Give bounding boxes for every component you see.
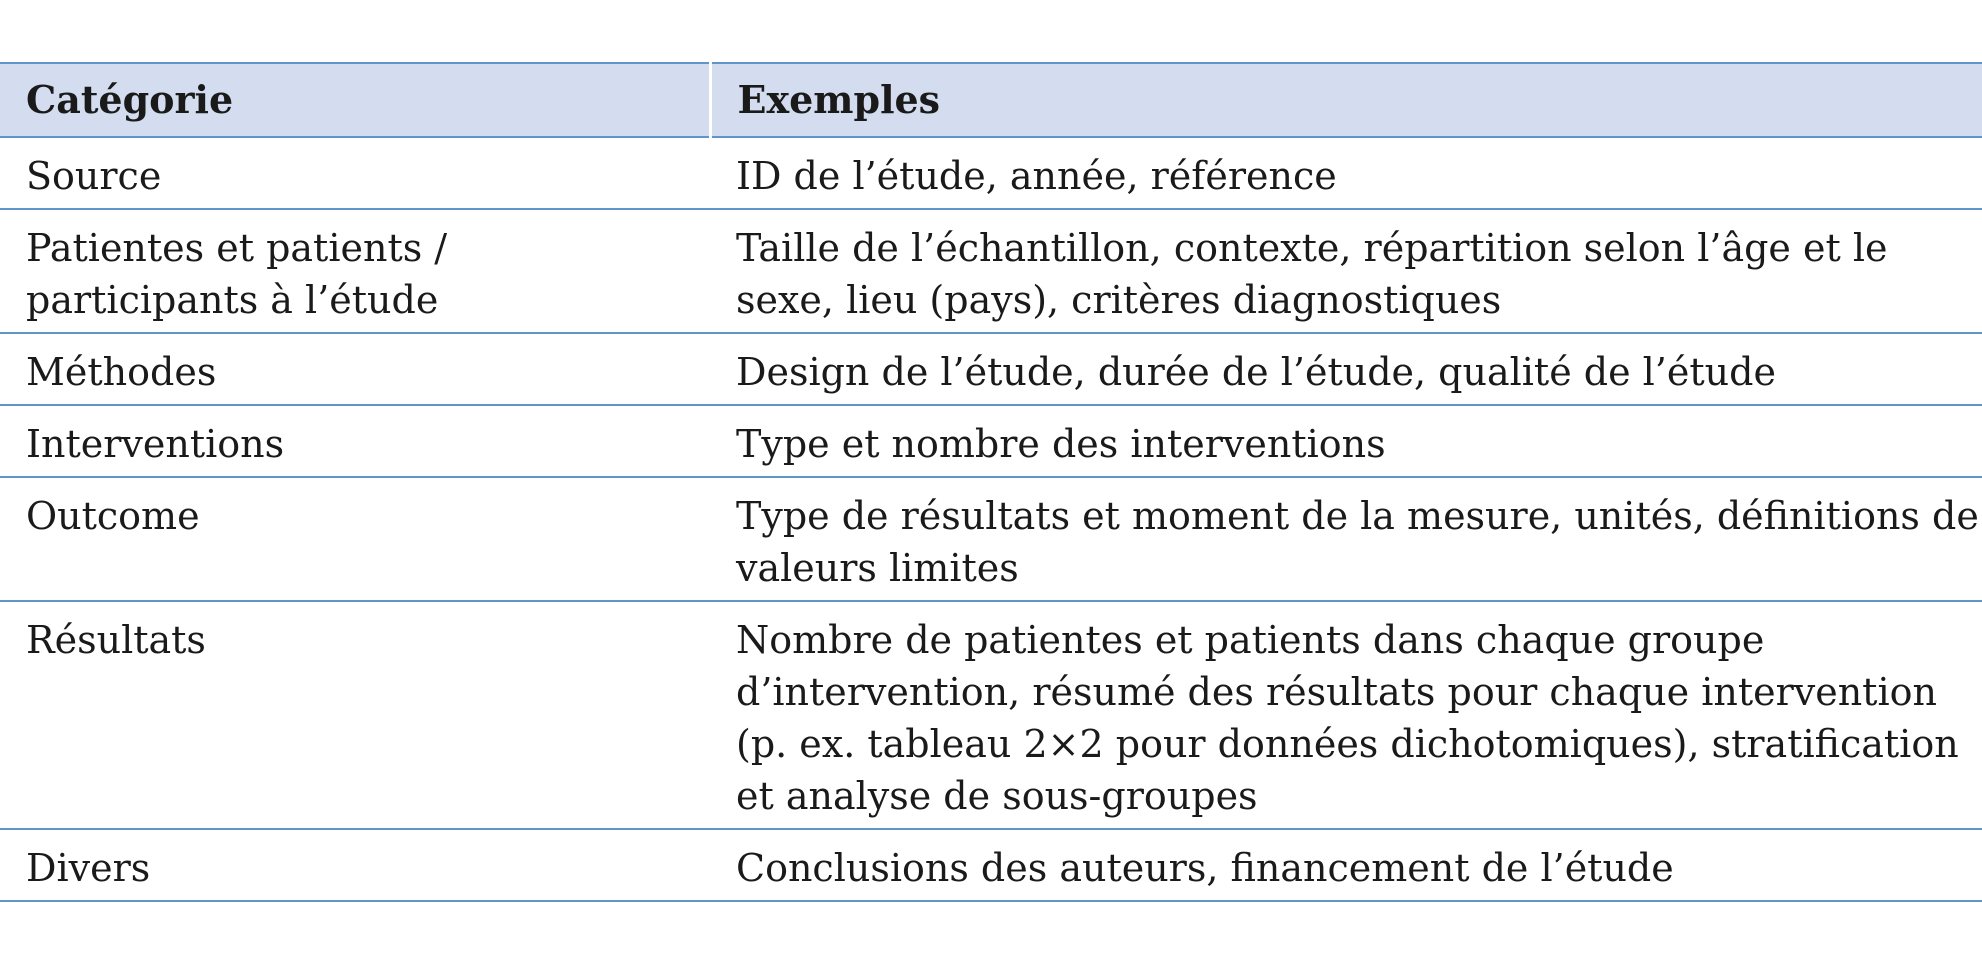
table-row [0, 477, 1982, 601]
row-examples-cell: Design de l’étude, durée de l’étude, qualité de l’étude [710, 333, 1982, 405]
table-header-row [0, 63, 1982, 137]
row-category-cell: Patientes et patients / participants à l’étude [0, 209, 710, 333]
table-row [0, 405, 1982, 477]
row-category-cell: Résultats [0, 601, 710, 829]
header-examples: Exemples [710, 63, 1982, 137]
row-examples-cell: Taille de l’échantillon, contexte, répartition selon l’âge et le sexe, lieu (pays), critères diagnostiques [710, 209, 1982, 333]
row-examples-cell: Type et nombre des interventions [710, 405, 1982, 477]
data-table-container [0, 62, 1982, 902]
row-examples-cell: Type de résultats et moment de la mesure, unités, définitions de valeurs limites [710, 477, 1982, 601]
data-extraction-table [0, 62, 1982, 902]
table-row [0, 137, 1982, 209]
row-category-cell: Interventions [0, 405, 710, 477]
row-category-cell: Méthodes [0, 333, 710, 405]
row-category-cell: Divers [0, 829, 710, 901]
row-examples-cell: Nombre de patientes et patients dans chaque groupe d’intervention, résumé des résultats pour chaque intervention (p. ex. tableau 2×2 pour données dichotomiques), stratification et analyse de sous-groupes [710, 601, 1982, 829]
row-examples-cell: ID de l’étude, année, référence [710, 137, 1982, 209]
row-category-cell: Outcome [0, 477, 710, 601]
table-row [0, 209, 1982, 333]
row-category-cell: Source [0, 137, 710, 209]
table-row [0, 601, 1982, 829]
table-row [0, 829, 1982, 901]
table-row [0, 333, 1982, 405]
row-examples-cell: Conclusions des auteurs, financement de l’étude [710, 829, 1982, 901]
header-category: Catégorie [0, 63, 710, 137]
